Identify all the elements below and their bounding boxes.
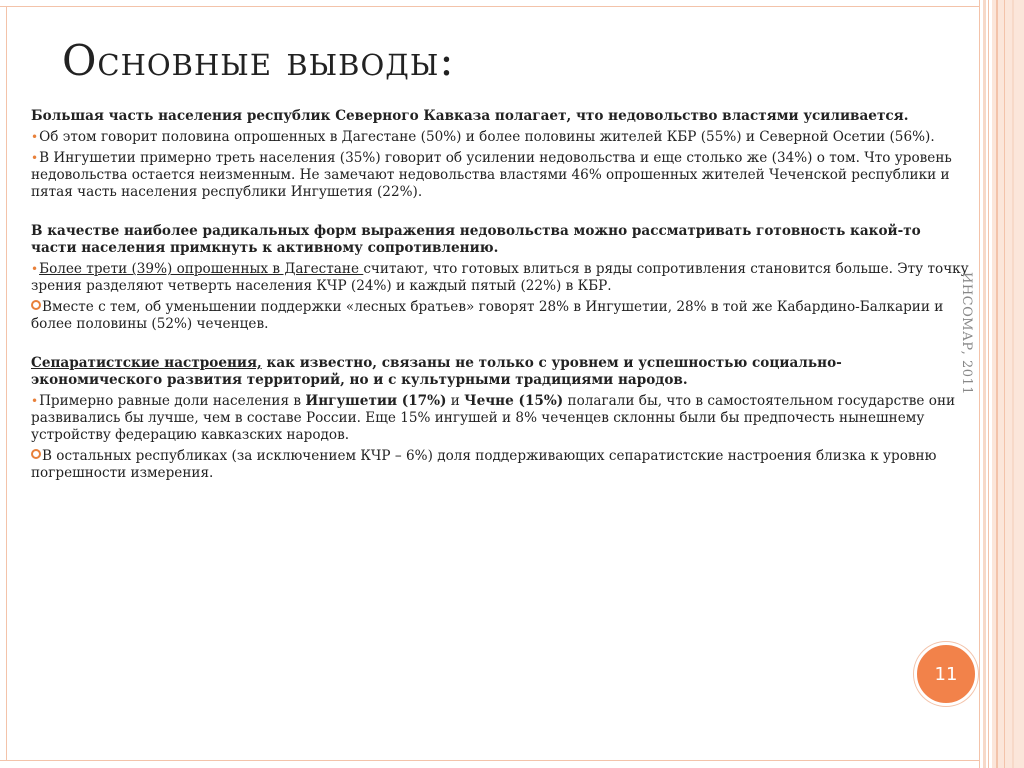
spacer <box>31 337 971 355</box>
section-lead-text: как известно, связаны не только с уровнем и успешностью социально-экономического развития территорий, но и с культурными традициями народов. <box>31 355 842 388</box>
frame-left-line <box>6 6 7 761</box>
item-underlined-text: Более трети (39%) опрошенных в Дагестане <box>39 261 364 277</box>
list-item <box>31 448 971 482</box>
slide-title: Основные выводы: <box>62 36 455 85</box>
section-lead-underlined: Сепаратистские настроения, <box>31 355 262 371</box>
decor-stripe <box>996 0 998 768</box>
decor-stripe <box>988 0 989 768</box>
page-number-badge: 11 <box>914 642 978 706</box>
bullet-icon: • <box>31 130 39 144</box>
frame-bottom-line <box>0 760 979 761</box>
decor-stripe <box>983 0 986 768</box>
item-bold-chechnya: Чечне (15%) <box>464 393 564 409</box>
section-lead <box>31 355 971 389</box>
decor-stripe <box>1012 0 1014 768</box>
item-text: В Ингушетии примерно треть населения (35%) говорит об усилении недовольства и еще столько же (34%) о том. Что уровень недовольства остается неизменным. Не замечают недовольства властями 46% опрошенных жителей Чеченской республики и пятая часть населения республики Ингушетия (22%). <box>31 150 952 200</box>
item-text-pre: Примерно равные доли населения в <box>39 393 306 409</box>
list-item <box>31 299 971 333</box>
side-label: ИНСОМАР, 2011 <box>959 272 974 396</box>
item-text: Вместе с тем, об уменьшении поддержки «лесных братьев» говорят 28% в Ингушетии, 28% в той же Кабардино-Балкарии и более половины (52%) чеченцев. <box>31 299 944 332</box>
item-text-mid: и <box>446 393 465 409</box>
item-text: Об этом говорит половина опрошенных в Дагестане (50%) и более половины жителей КБР (55%) и Северной Осетии (56%). <box>39 129 935 145</box>
list-item <box>31 129 971 146</box>
item-text: В остальных республиках (за исключением КЧР – 6%) доля поддерживающих сепаратистские настроения близка к уровню погрешности измерения. <box>31 448 937 481</box>
decor-stripe <box>1004 0 1005 768</box>
item-bold-ingushetia: Ингушетии (17%) <box>305 393 447 409</box>
bullet-icon: • <box>31 394 39 408</box>
ring-bullet-icon <box>31 449 41 459</box>
bullet-icon: • <box>31 151 39 165</box>
list-item <box>31 150 971 201</box>
spacer <box>31 205 971 223</box>
decor-stripe <box>979 0 980 768</box>
slide-body <box>31 108 971 486</box>
item-text: считают, что готовых влиться в ряды сопротивления становится больше. Эту точку зрения разделяют четверть населения КЧР (24%) и каждый пятый (22%) в КБР. <box>31 261 969 294</box>
ring-bullet-icon <box>31 300 41 310</box>
frame-top-line <box>0 6 979 7</box>
bullet-icon: • <box>31 262 39 276</box>
item-text: полагали бы, что в самостоятельном государстве они развивались бы лучше, чем в составе России. Еще 15% ингушей и 8% чеченцев склонны были бы предпочесть нынешнему устройству федерацию кавказских народов. <box>31 393 956 443</box>
section-lead: Большая часть населения республик Северного Кавказа полагает, что недовольство властями усиливается. <box>31 108 909 124</box>
section-lead: В качестве наиболее радикальных форм выражения недовольства можно рассматривать готовность какой-то части населения примкнуть к активному сопротивлению. <box>31 223 921 256</box>
list-item <box>31 261 971 295</box>
list-item <box>31 393 971 444</box>
